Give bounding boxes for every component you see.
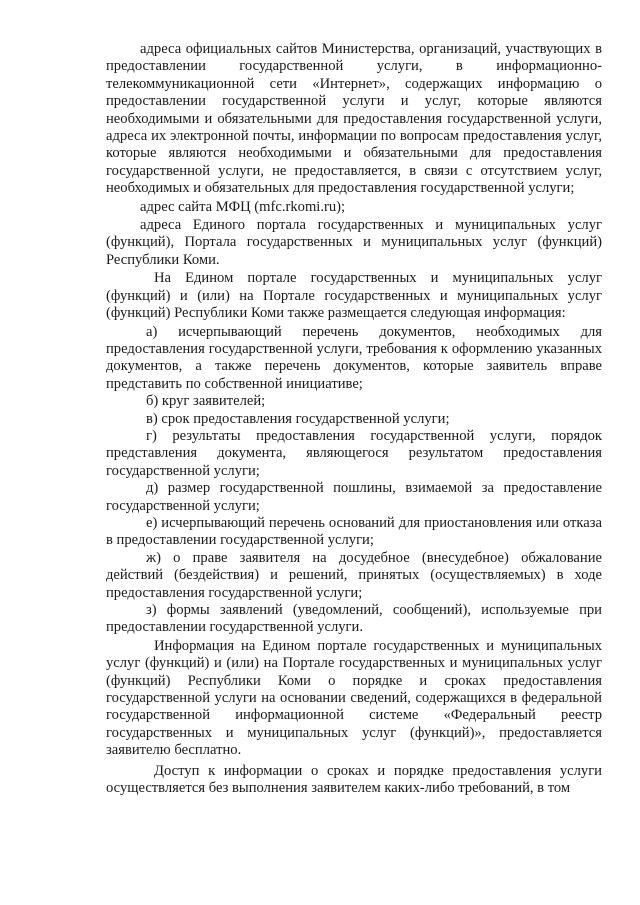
list-item-a: а) исчерпывающий перечень документов, необходимых для предоставления государственной услуги, требования к оформлению указанных документов, а также перечень документов, которые заявитель вправе представить по собственной инициативе; (106, 323, 602, 392)
document-body (106, 41, 602, 797)
paragraph-mfc-site: адрес сайта МФЦ (mfc.rkomi.ru); (140, 198, 346, 215)
paragraph-ministry-websites: адреса официальных сайтов Министерства, организаций, участвующих в предоставлении государственной услуги, в информационно-телекоммуникационной сети «Интернет», содержащих информацию о предоставлении государственной услуги и услуг, которые являются необходимыми и обязательными для предоставления государственной услуги, адреса их электронной почты, информации по вопросам предоставления услуг, которые являются необходимыми и обязательными для предоставления государственной услуги, не предоставляется, в связи с отсутствием услуг, необходимых и обязательных для предоставления государственной услуги; (106, 41, 602, 197)
list-item-d: д) размер государственной пошлины, взимаемой за предоставление государственной услуги; (106, 480, 602, 514)
list-item-zh: ж) о праве заявителя на досудебное (внесудебное) обжалование действий (бездействия) и решений, принятых (осуществляемых) в ходе предоставления государственной услуги; (106, 549, 602, 601)
paragraph-portal-addresses: адреса Единого портала государственных и муниципальных услуг (функций), Портала государственных и муниципальных услуг (функций) Республики Коми. (106, 217, 602, 268)
list-item-v: в) срок предоставления государственной услуги; (146, 410, 450, 427)
paragraph-free-information: Информация на Едином портале государственных и муниципальных услуг (функций) и (или) на Портале государственных и муниципальных услуг (функций) Республики Коми о порядке и сроках предоставления государственной услуги на основании сведений, содержащихся в федеральной государственной информационной системе «Федеральный реестр государственных и муниципальных услуг (функций)», предоставляется заявителю бесплатно. (106, 637, 602, 759)
list-item-e: е) исчерпывающий перечень оснований для приостановления или отказа в предоставлении государственной услуги; (106, 514, 602, 549)
list-item-b: б) круг заявителей; (146, 393, 266, 410)
list-item-g: г) результаты предоставления государственной услуги, порядок представления документа, являющегося результатом предоставления государственной услуги; (106, 427, 602, 479)
paragraph-portal-info-intro: На Едином портале государственных и муниципальных услуг (функций) и (или) на Портале государственных и муниципальных услуг (функций) Республики Коми также размещается следующая информация: (106, 270, 602, 322)
list-item-z: з) формы заявлений (уведомлений, сообщений), используемые при предоставлении государственной услуги. (106, 602, 602, 636)
paragraph-access-to-information: Доступ к информации о сроках и порядке предоставления услуги осуществляется без выполнения заявителем каких-либо требований, в том (106, 762, 602, 797)
